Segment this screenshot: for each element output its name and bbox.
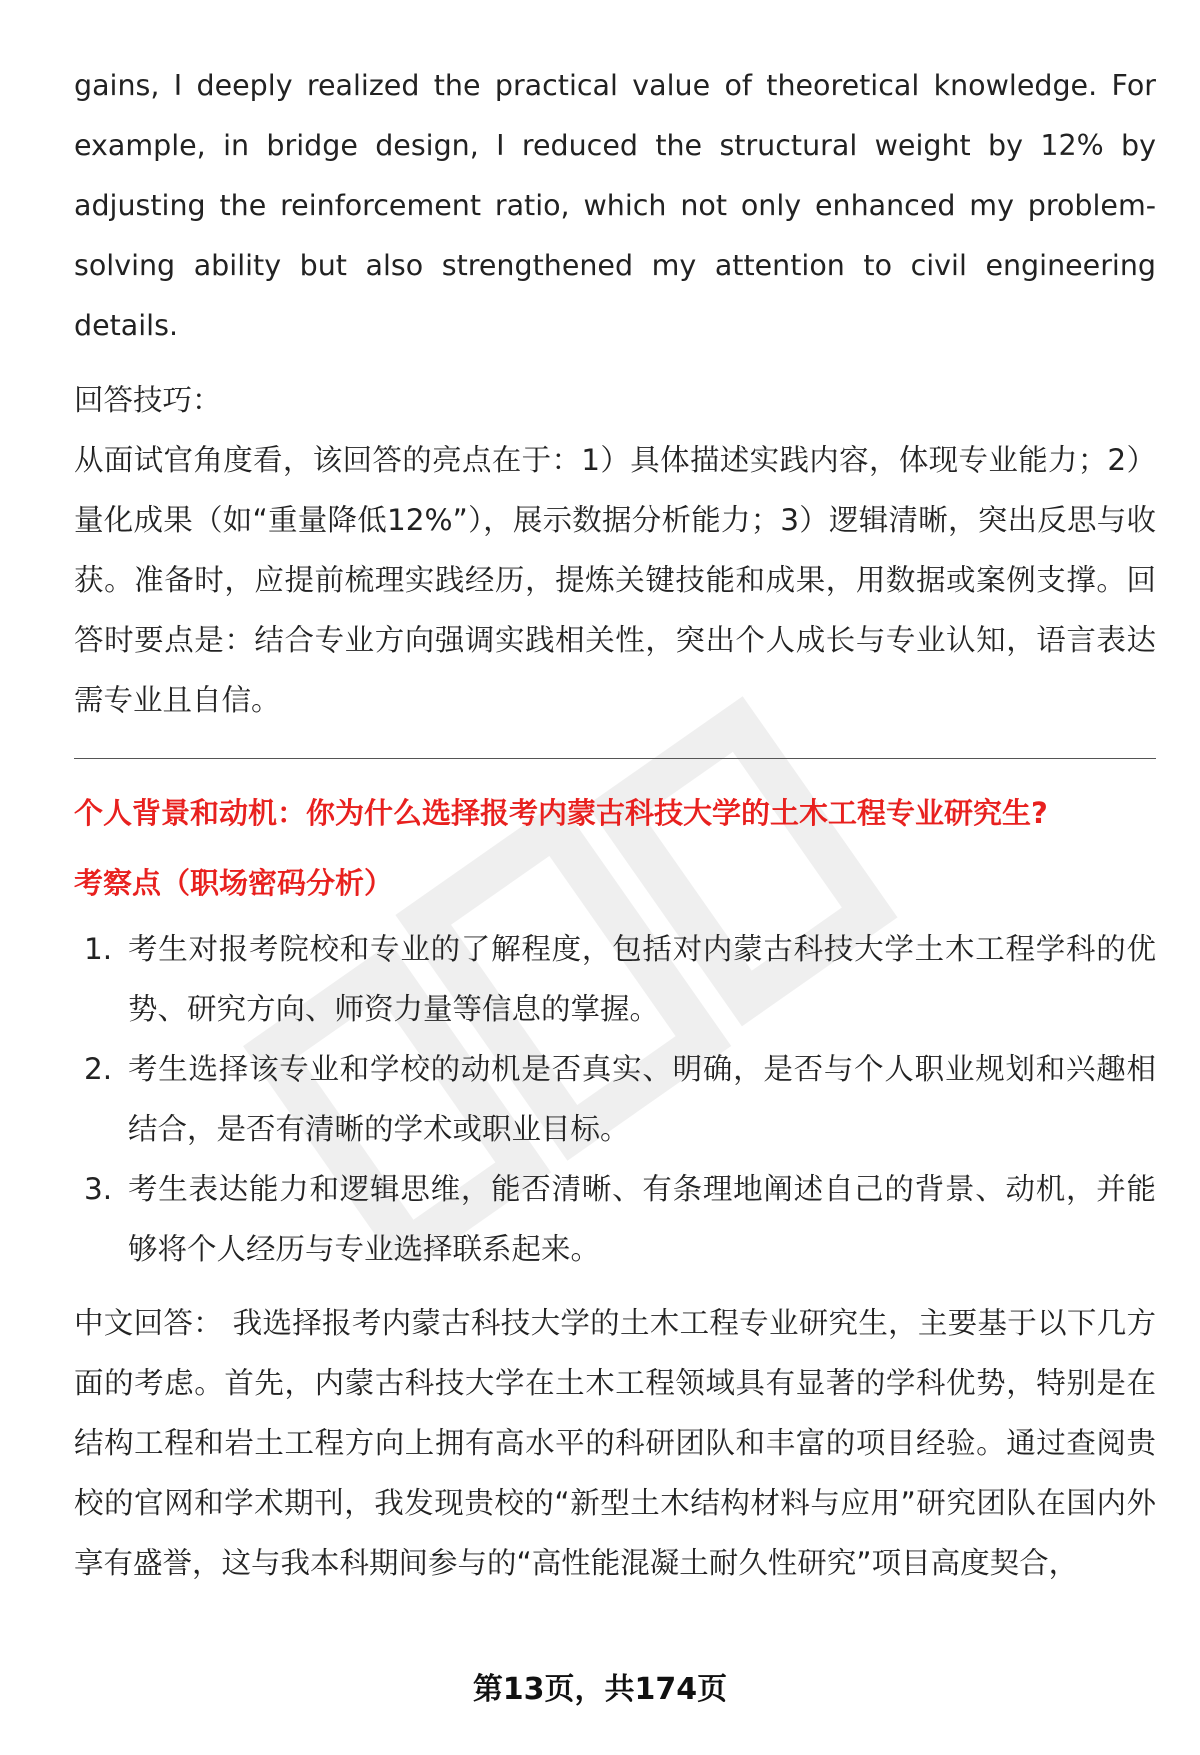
question-title: 个人背景和动机：你为什么选择报考内蒙古科技大学的土木工程专业研究生? <box>74 796 1048 830</box>
tips-title: 回答技巧： <box>74 383 222 417</box>
list-item-number: 3. <box>84 1172 113 1206</box>
list-item <box>74 1039 1156 1159</box>
list-item-number: 1. <box>84 932 113 966</box>
list-item-text: 考生表达能力和逻辑思维，能否清晰、有条理地阐述自己的背景、动机，并能够将个人经历与专业选择联系起来。 <box>128 1172 1156 1266</box>
page-number: 第13页，共174页 <box>472 1672 728 1707</box>
list-item-text: 考生选择该专业和学校的动机是否真实、明确，是否与个人职业规划和兴趣相结合，是否有清晰的学术或职业目标。 <box>128 1052 1156 1146</box>
list-item-number: 2. <box>84 1052 113 1086</box>
question-subtitle: 考察点（职场密码分析） <box>74 866 394 900</box>
tips-body: 从面试官角度看，该回答的亮点在于：1）具体描述实践内容，体现专业能力；2）量化成果（如“重量降低12%”），展示数据分析能力；3）逻辑清晰，突出反思与收获。准备时，应提前梳理实践经历，提炼关键技能和成果，用数据或案例支撑。回答时要点是：结合专业方向强调实践相关性，突出个人成长与专业认知，语言表达需专业且自信。 <box>74 443 1156 717</box>
assessment-points-list <box>74 919 1156 1279</box>
answer-paragraph: 中文回答： 我选择报考内蒙古科技大学的土木工程专业研究生，主要基于以下几方面的考虑。首先，内蒙古科技大学在土木工程领域具有显著的学科优势，特别是在结构工程和岩土工程方向上拥有高水平的科研团队和丰富的项目经验。通过查阅贵校的官网和学术期刊，我发现贵校的“新型土木结构材料与应用”研究团队在国内外享有盛誉，这与我本科期间参与的“高性能混凝土耐久性研究”项目高度契合， <box>74 1306 1156 1580</box>
list-item-text: 考生对报考院校和专业的了解程度，包括对内蒙古科技大学土木工程学科的优势、研究方向、师资力量等信息的掌握。 <box>128 932 1156 1026</box>
section-divider <box>74 758 1156 759</box>
intro-paragraph: gains, I deeply realized the practical value of theoretical knowledge. For example, in bridge design, I reduced the structural weight by 12% by adjusting the reinforcement ratio, which not only enhanced my problem-solving ability but also strengthened my attention to civil engineering details. <box>74 69 1156 342</box>
list-item <box>74 919 1156 1039</box>
list-item <box>74 1159 1156 1279</box>
document-page <box>74 56 1156 1593</box>
